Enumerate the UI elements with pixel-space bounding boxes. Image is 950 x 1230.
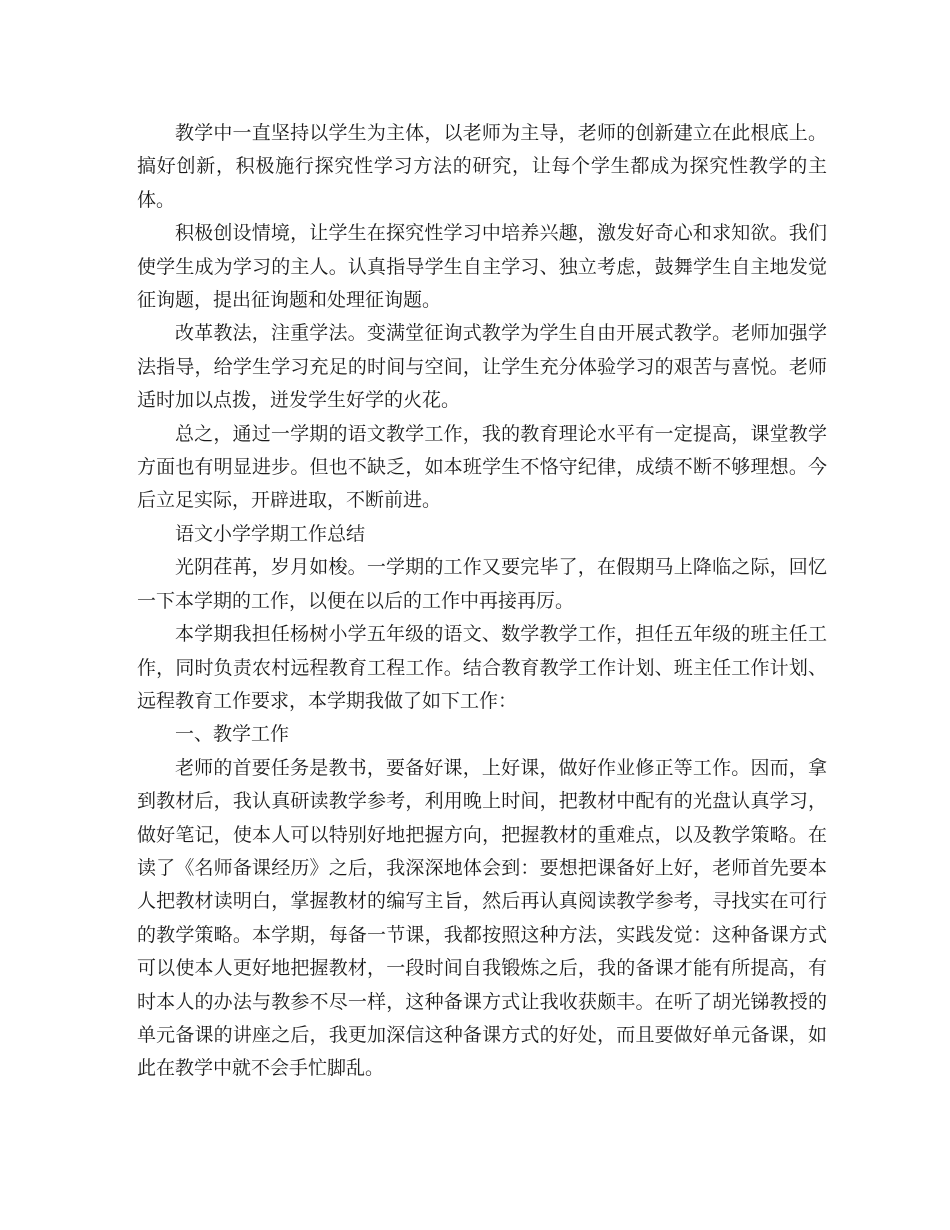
paragraph-3: 改革教法，注重学法。变满堂征询式教学为学生自由开展式教学。老师加强学法指导，给学生学习充足的时间与空间，让学生充分体验学习的艰苦与喜悦。老师适时加以点拨，迸发学生好学的火花。	[137, 322, 827, 412]
paragraph-2: 积极创设情境，让学生在探究性学习中培养兴趣，激发好奇心和求知欲。我们使学生成为学习的主人。认真指导学生自主学习、独立考虑，鼓舞学生自主地发觉征询题，提出征询题和处理征询题。	[137, 222, 827, 312]
paragraph-6: 本学期我担任杨树小学五年级的语文、数学教学工作，担任五年级的班主任工作，同时负责农村远程教育工程工作。结合教育教学工作计划、班主任工作计划、远程教育工作要求，本学期我做了如下工作：	[137, 623, 827, 712]
subsection-heading: 一、教学工作	[175, 723, 290, 746]
paragraph-7: 老师的首要任务是教书，要备好课，上好课，做好作业修正等工作。因而，拿到教材后，我认真研读教学参考，利用晚上时间，把教材中配有的光盘认真学习，做好笔记，使本人可以特别好地把握方向，把握教材的重难点，以及教学策略。在读了《名师备课经历》之后，我深深地体会到：要想把课备好上好，老师首先要本人把教材读明白，掌握教材的编写主旨，然后再认真阅读教学参考，寻找实在可行的教学策略。本学期，每备一节课，我都按照这种方法，实践发觉：这种备课方式可以使本人更好地把握教材，一段时间自我锻炼之后，我的备课才能有所提高，有时本人的办法与教参不尽一样，这种备课方式让我收获颇丰。在听了胡光锑教授的单元备课的讲座之后，我更加深信这种备课方式的好处，而且要做好单元备课，如此在教学中就不会手忙脚乱。	[137, 756, 827, 1080]
paragraph-5: 光阴荏苒，岁月如梭。一学期的工作又要完毕了，在假期马上降临之际，回忆一下本学期的工作，以便在以后的工作中再接再厉。	[137, 556, 827, 612]
section-heading: 语文小学学期工作总结	[175, 522, 366, 545]
paragraph-4: 总之，通过一学期的语文教学工作，我的教育理论水平有一定提高，课堂教学方面也有明显进步。但也不缺乏，如本班学生不恪守纪律，成绩不断不够理想。今后立足实际，开辟进取，不断前进。	[137, 422, 827, 512]
document-body	[137, 117, 827, 1086]
paragraph-1: 教学中一直坚持以学生为主体，以老师为主导，老师的创新建立在此根底上。搞好创新，积极施行探究性学习方法的研究，让每个学生都成为探究性教学的主体。	[137, 122, 827, 211]
